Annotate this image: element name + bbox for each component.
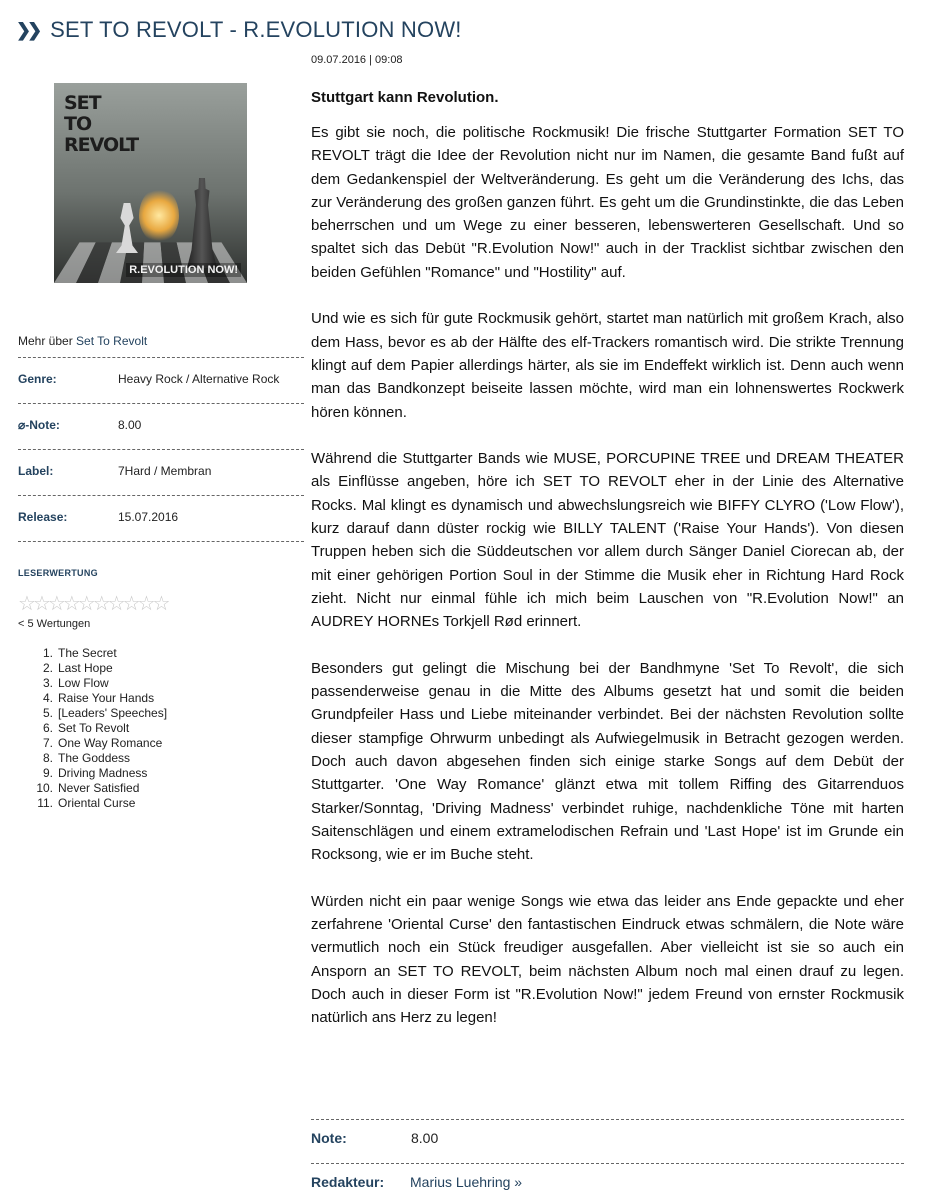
meta-value: 7Hard / Membran	[118, 464, 212, 478]
article-paragraph: Es gibt sie noch, die politische Rockmusik! Die frische Stuttgarter Formation SET TO REVOLT trägt die Idee der Revolution nicht nur im Namen, die gesamte Band fußt auf dem Gedankenspiel der Weltveränderung. Es geht um die Veränderung des Ichs, das zur Veränderung des großen ganzen führt. Es geht um die Grundinstinkte, die das Leben beherrschen und um Wege zu einer besseren, lebenswerteren Gesellschaft. Und so spaltet sich das Debüt "R.Evolution Now!" auch in der Tracklist sichtbar zwischen den beiden Gefühlen "Romance" und "Hostility" auf.	[311, 124, 904, 281]
star-icon[interactable]: ☆	[32, 593, 51, 615]
meta-table	[18, 357, 304, 542]
flame-graphic	[139, 188, 179, 243]
double-chevron-right-icon: ❯❯	[16, 19, 39, 40]
reader-rating-heading: LESERWERTUNG	[18, 568, 98, 578]
meta-label: ⌀-Note:	[18, 418, 60, 432]
meta-value: 15.07.2016	[118, 510, 179, 524]
note-label: Note:	[311, 1130, 347, 1146]
article-paragraph: Während die Stuttgarter Bands wie MUSE, PORCUPINE TREE und DREAM THEATER als Einflüsse angeben, höre ich SET TO REVOLT eher in der Linie des Alternative Rocks. Mal klingt es dynamisch und abwechslungsreich wie BIFFY CLYRO ('Low Flow'), kurz darauf dann düster rockig wie BILLY TALENT ('Raise Your Hands'). Von diesen Truppen heben sich die Süddeutschen vor allem durch Sänger Daniel Ciorecan ab, der mit einer gehörigen Portion Soul in der Stimme die Musik eher in Richtung Hard Rock zieht. Nicht nur einmal fühle ich mich beim Lauschen von "R.Evolution Now!" an AUDREY HORNEs Torkjell Rød erinnert.	[311, 450, 904, 631]
band-link[interactable]: Set To Revolt	[76, 334, 148, 348]
meta-label: Release:	[18, 510, 68, 524]
track-item: 8. The Goddess	[42, 751, 131, 765]
meta-row-genre	[18, 357, 304, 403]
meta-row-note	[18, 403, 304, 449]
page-title: SET TO REVOLT - R.EVOLUTION NOW!	[50, 17, 462, 42]
note-row	[311, 1119, 904, 1160]
track-item: 7. One Way Romance	[42, 736, 163, 750]
track-item: 1. The Secret	[42, 646, 117, 660]
redakteur-label: Redakteur:	[311, 1174, 385, 1190]
tracklist	[28, 646, 167, 811]
article-paragraph: Und wie es sich für gute Rockmusik gehört, startet man natürlich mit großem Krach, also dem Hass, bevor es ab der Hälfte des elf-Trackers romantisch wird. Die strikte Trennung klingt auf dem Papier allerdings härter, als sie im Endeffekt wirklich ist. Denn auch wenn man das Bandkonzept beiseite lassen möchte, wird man ein lohnenswertes Rockwerk hören können.	[311, 310, 904, 421]
track-item: 2. Last Hope	[42, 661, 113, 675]
note-value: 8.00	[411, 1130, 439, 1146]
star-icon[interactable]: ☆	[152, 593, 171, 615]
track-item: 5. [Leaders' Speeches]	[42, 706, 168, 720]
star-icon[interactable]: ☆	[77, 593, 96, 615]
more-about	[18, 334, 147, 348]
divider	[18, 541, 304, 542]
track-item: 4. Raise Your Hands	[42, 691, 155, 705]
publish-date: 09.07.2016 | 09:08	[311, 54, 403, 66]
article-paragraph: Würden nicht ein paar wenige Songs wie etwa das leider ans Ende gepackte und eher zerfahrene 'Oriental Curse' den fantastischen Eindruck etwas schmälern, die Note wäre vermutlich noch ein Stück freudiger ausgefallen. Aber vielleicht ist sie so auch ein Ansporn an SET TO REVOLT, beim nächsten Album noch mal einen drauf zu legen. Doch auch in dieser Form ist "R.Evolution Now!" jedem Freund von ernster Rockmusik natürlich ans Herz zu legen!	[311, 892, 904, 1027]
cover-album-text: R.EVOLUTION NOW!	[126, 263, 241, 277]
meta-row-release	[18, 495, 304, 541]
redakteur-row	[311, 1163, 904, 1200]
article-paragraph: Besonders gut gelingt die Mischung bei der Bandhmyne 'Set To Revolt', die sich passenderweise genau in die Mitte des Albums gesetzt hat und somit die beiden Grundpfeiler Hass und Liebe miteinander verbindet. Bei der nächsten Revolution sollte dieser stampfige Ohrwurm unbedingt als Aufwiegelmusik in Betracht gezogen werden. Doch auch davon abgesehen finden sich einige starke Songs auf dem Debüt der Stuttgarter. 'One Way Romance' glänzt etwa mit tollem Riffing des Gitarrenduos Starker/Sonntag, 'Driving Madness' verbindet ruhige, nachdenkliche Töne mit harten Saitenschlägen und einem extramelodischen Refrain und 'Last Hope' ist im Grunde ein Rocksong, wie er im Buche steht.	[311, 659, 904, 864]
page-header	[16, 17, 462, 43]
rating-stars[interactable]	[18, 593, 171, 615]
more-about-prefix: Mehr über	[18, 334, 73, 348]
track-item: 9. Driving Madness	[42, 766, 148, 780]
star-icon[interactable]: ☆	[62, 593, 81, 615]
cover-band-text: SET TO REVOLT	[64, 92, 139, 156]
meta-row-label	[18, 449, 304, 495]
meta-label: Genre:	[18, 372, 57, 386]
article-headline: Stuttgart kann Revolution.	[311, 89, 499, 106]
track-item: 10. Never Satisfied	[36, 781, 140, 795]
star-icon[interactable]: ☆	[18, 593, 36, 615]
redakteur-link[interactable]: Marius Luehring »	[410, 1174, 523, 1190]
track-item: 11. Oriental Curse	[37, 796, 136, 810]
star-icon[interactable]: ☆	[47, 593, 66, 615]
star-icon[interactable]: ☆	[107, 593, 126, 615]
album-cover	[54, 83, 247, 283]
star-icon[interactable]: ☆	[122, 593, 141, 615]
meta-value: 8.00	[118, 418, 142, 432]
review-article	[311, 88, 904, 1053]
track-item: 3. Low Flow	[42, 676, 109, 690]
star-icon[interactable]: ☆	[92, 593, 111, 615]
meta-label: Label:	[18, 464, 54, 478]
king-graphic	[187, 178, 217, 268]
star-icon[interactable]: ☆	[137, 593, 156, 615]
ratings-count: < 5 Wertungen	[18, 618, 91, 630]
meta-value: Heavy Rock / Alternative Rock	[118, 372, 280, 386]
track-item: 6. Set To Revolt	[42, 721, 130, 735]
